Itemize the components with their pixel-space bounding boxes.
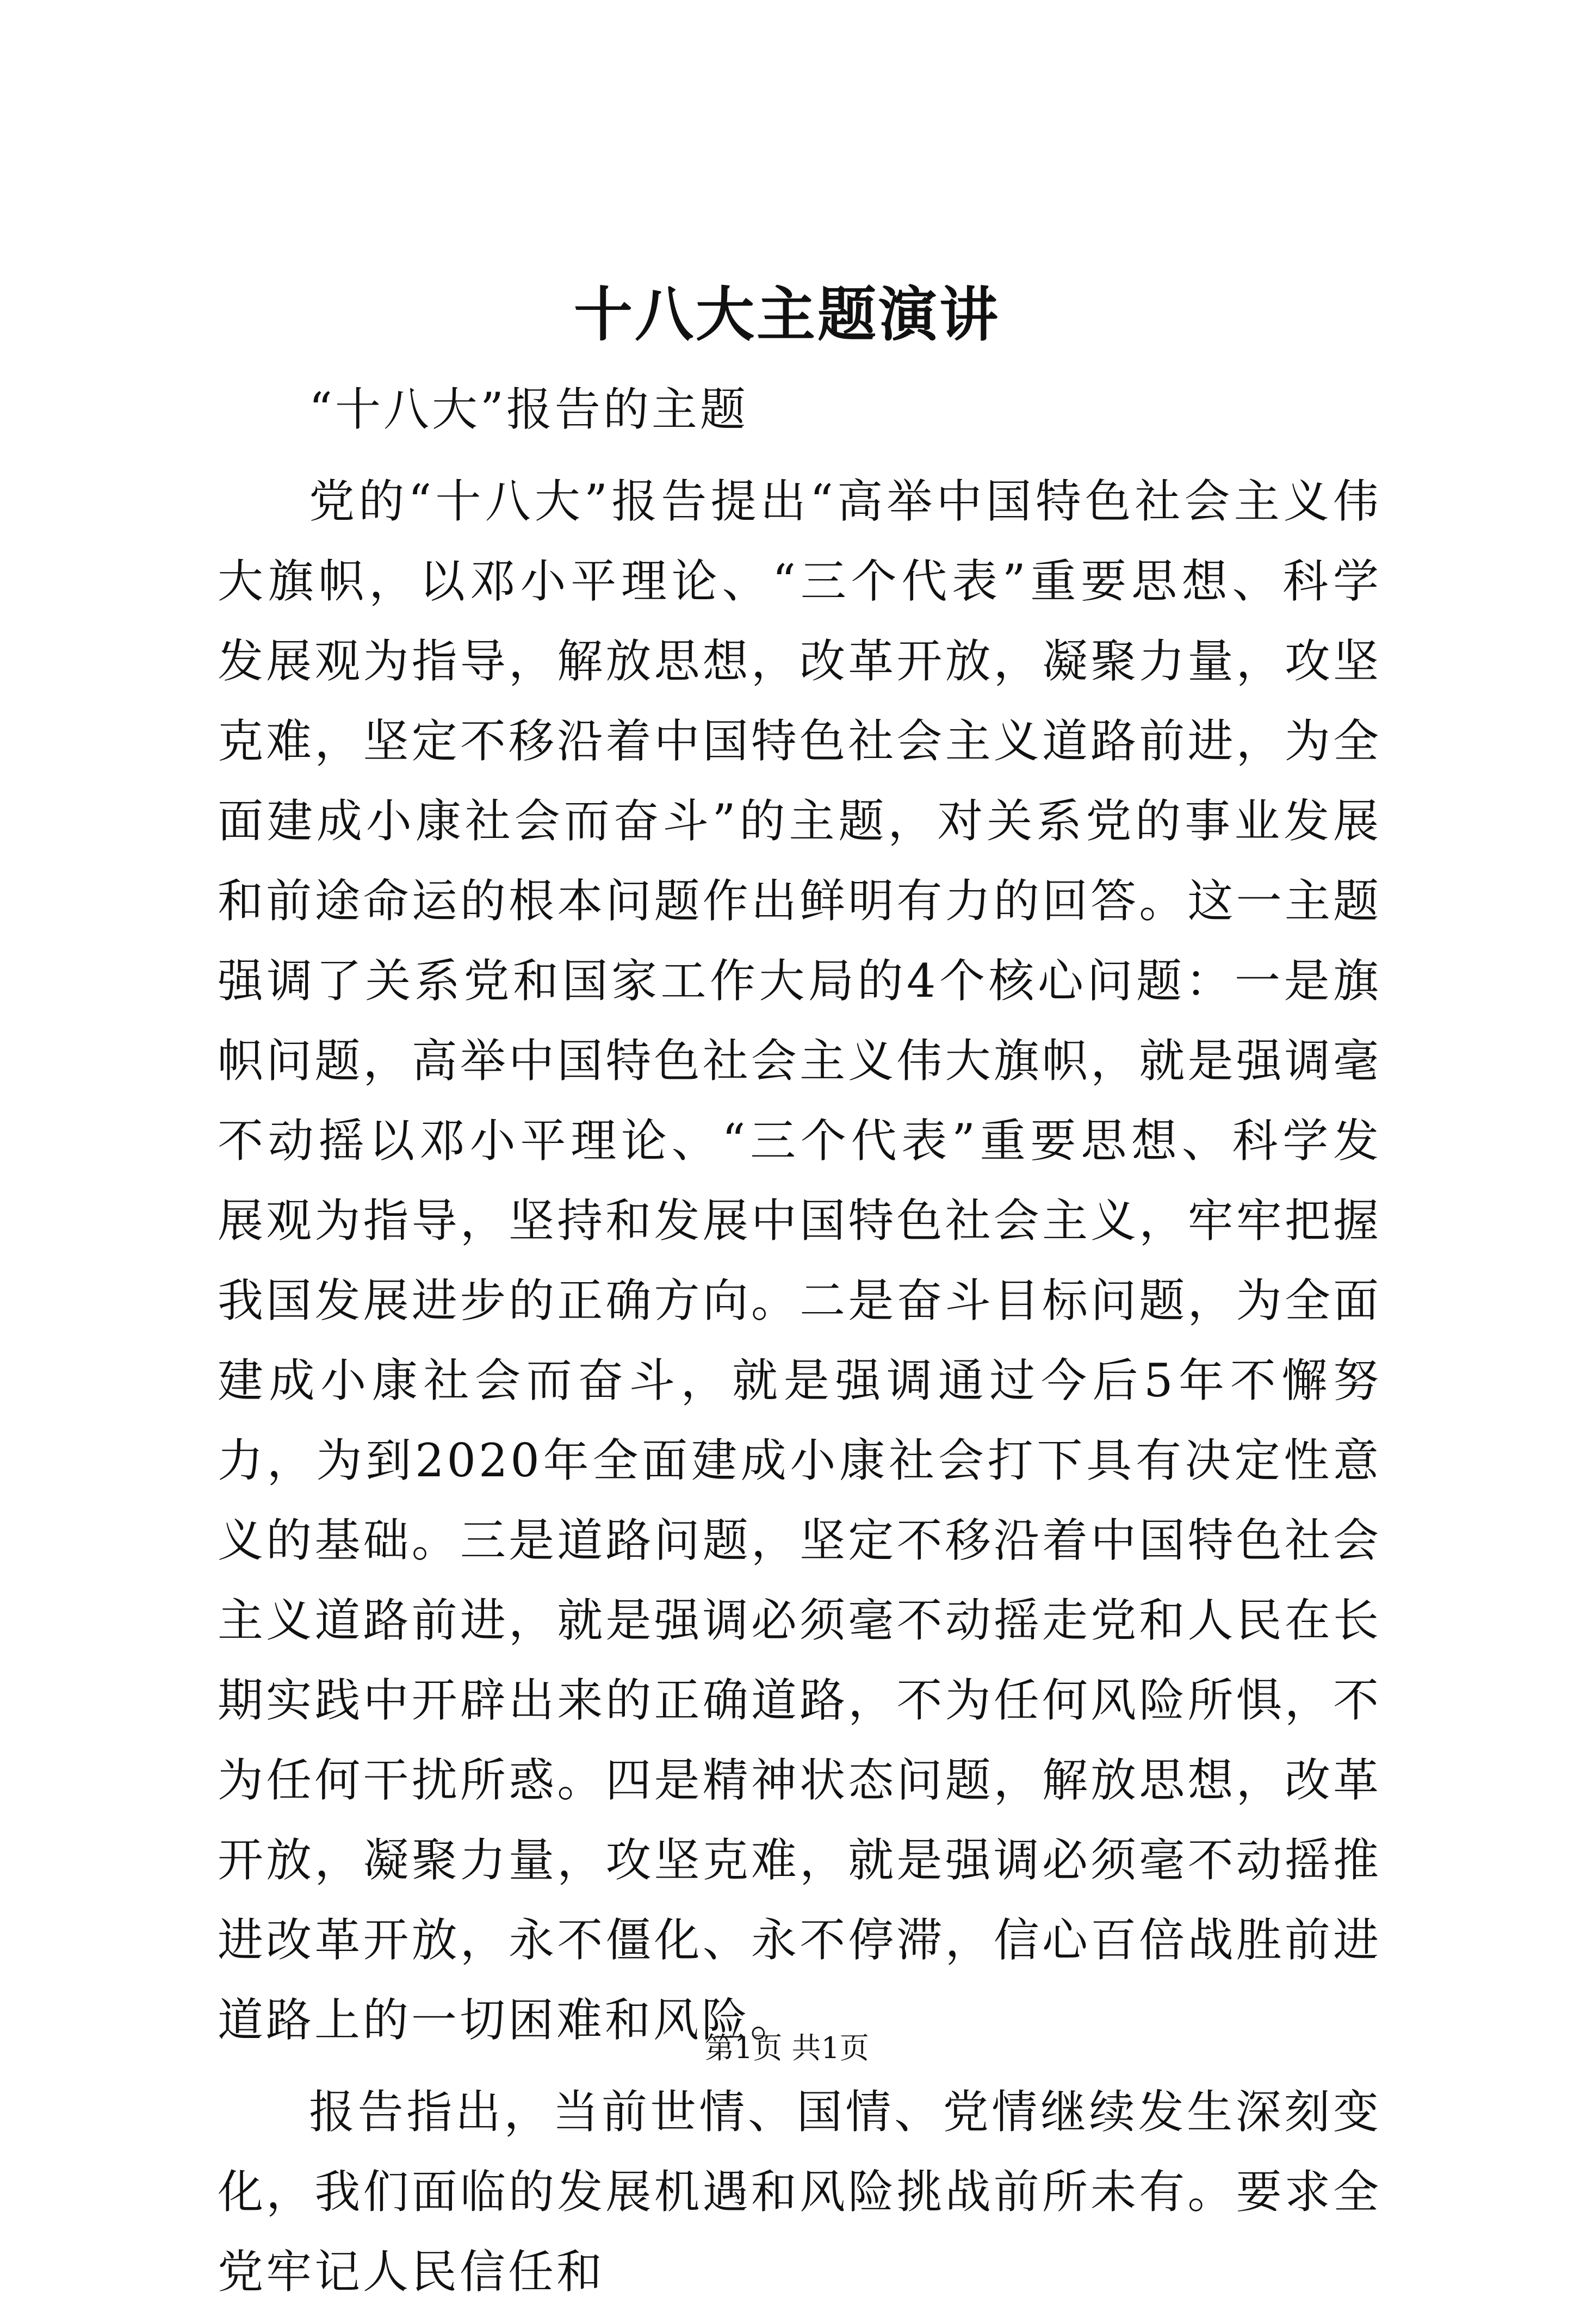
page-footer: 第1页 共1页 <box>705 2031 869 2065</box>
document-title: 十八大主题演讲 <box>573 281 1000 349</box>
paragraph-subtitle: “十八大”报告的主题 <box>309 383 748 436</box>
paragraph-report: 报告指出，当前世情、国情、党情继续发生深刻变化，我们面临的发展机遇和风险挑战前所未有。要求全党牢记人民信任和 <box>218 2085 1381 2298</box>
paragraph-theme: 党的“十八大”报告提出“高举中国特色社会主义伟大旗帜，以邓小平理论、“三个代表”重要思想、科学发展观为指导，解放思想，改革开放，凝聚力量，攻坚克难，坚定不移沿着中国特色社会主义道路前进，为全面建成小康社会而奋斗”的主题，对关系党的事业发展和前途命运的根本问题作出鲜明有力的回答。这一主题强调了关系党和国家工作大局的4个核心问题：一是旗帜问题，高举中国特色社会主义伟大旗帜，就是强调毫不动摇以邓小平理论、“三个代表”重要思想、科学发展观为指导，坚持和发展中国特色社会主义，牢牢把握我国发展进步的正确方向。二是奋斗目标问题，为全面建成小康社会而奋斗，就是强调通过今后5年不懈努力，为到2020年全面建成小康社会打下具有决定性意义的基础。三是道路问题，坚定不移沿着中国特色社会主义道路前进，就是强调必须毫不动摇走党和人民在长期实践中开辟出来的正确道路，不为任何风险所惧，不为任何干扰所惑。四是精神状态问题，解放思想，改革开放，凝聚力量，攻坚克难，就是强调必须毫不动摇推进改革开放，永不僵化、永不停滞，信心百倍战胜前进道路上的一切困难和风险。 <box>218 475 1381 2047</box>
